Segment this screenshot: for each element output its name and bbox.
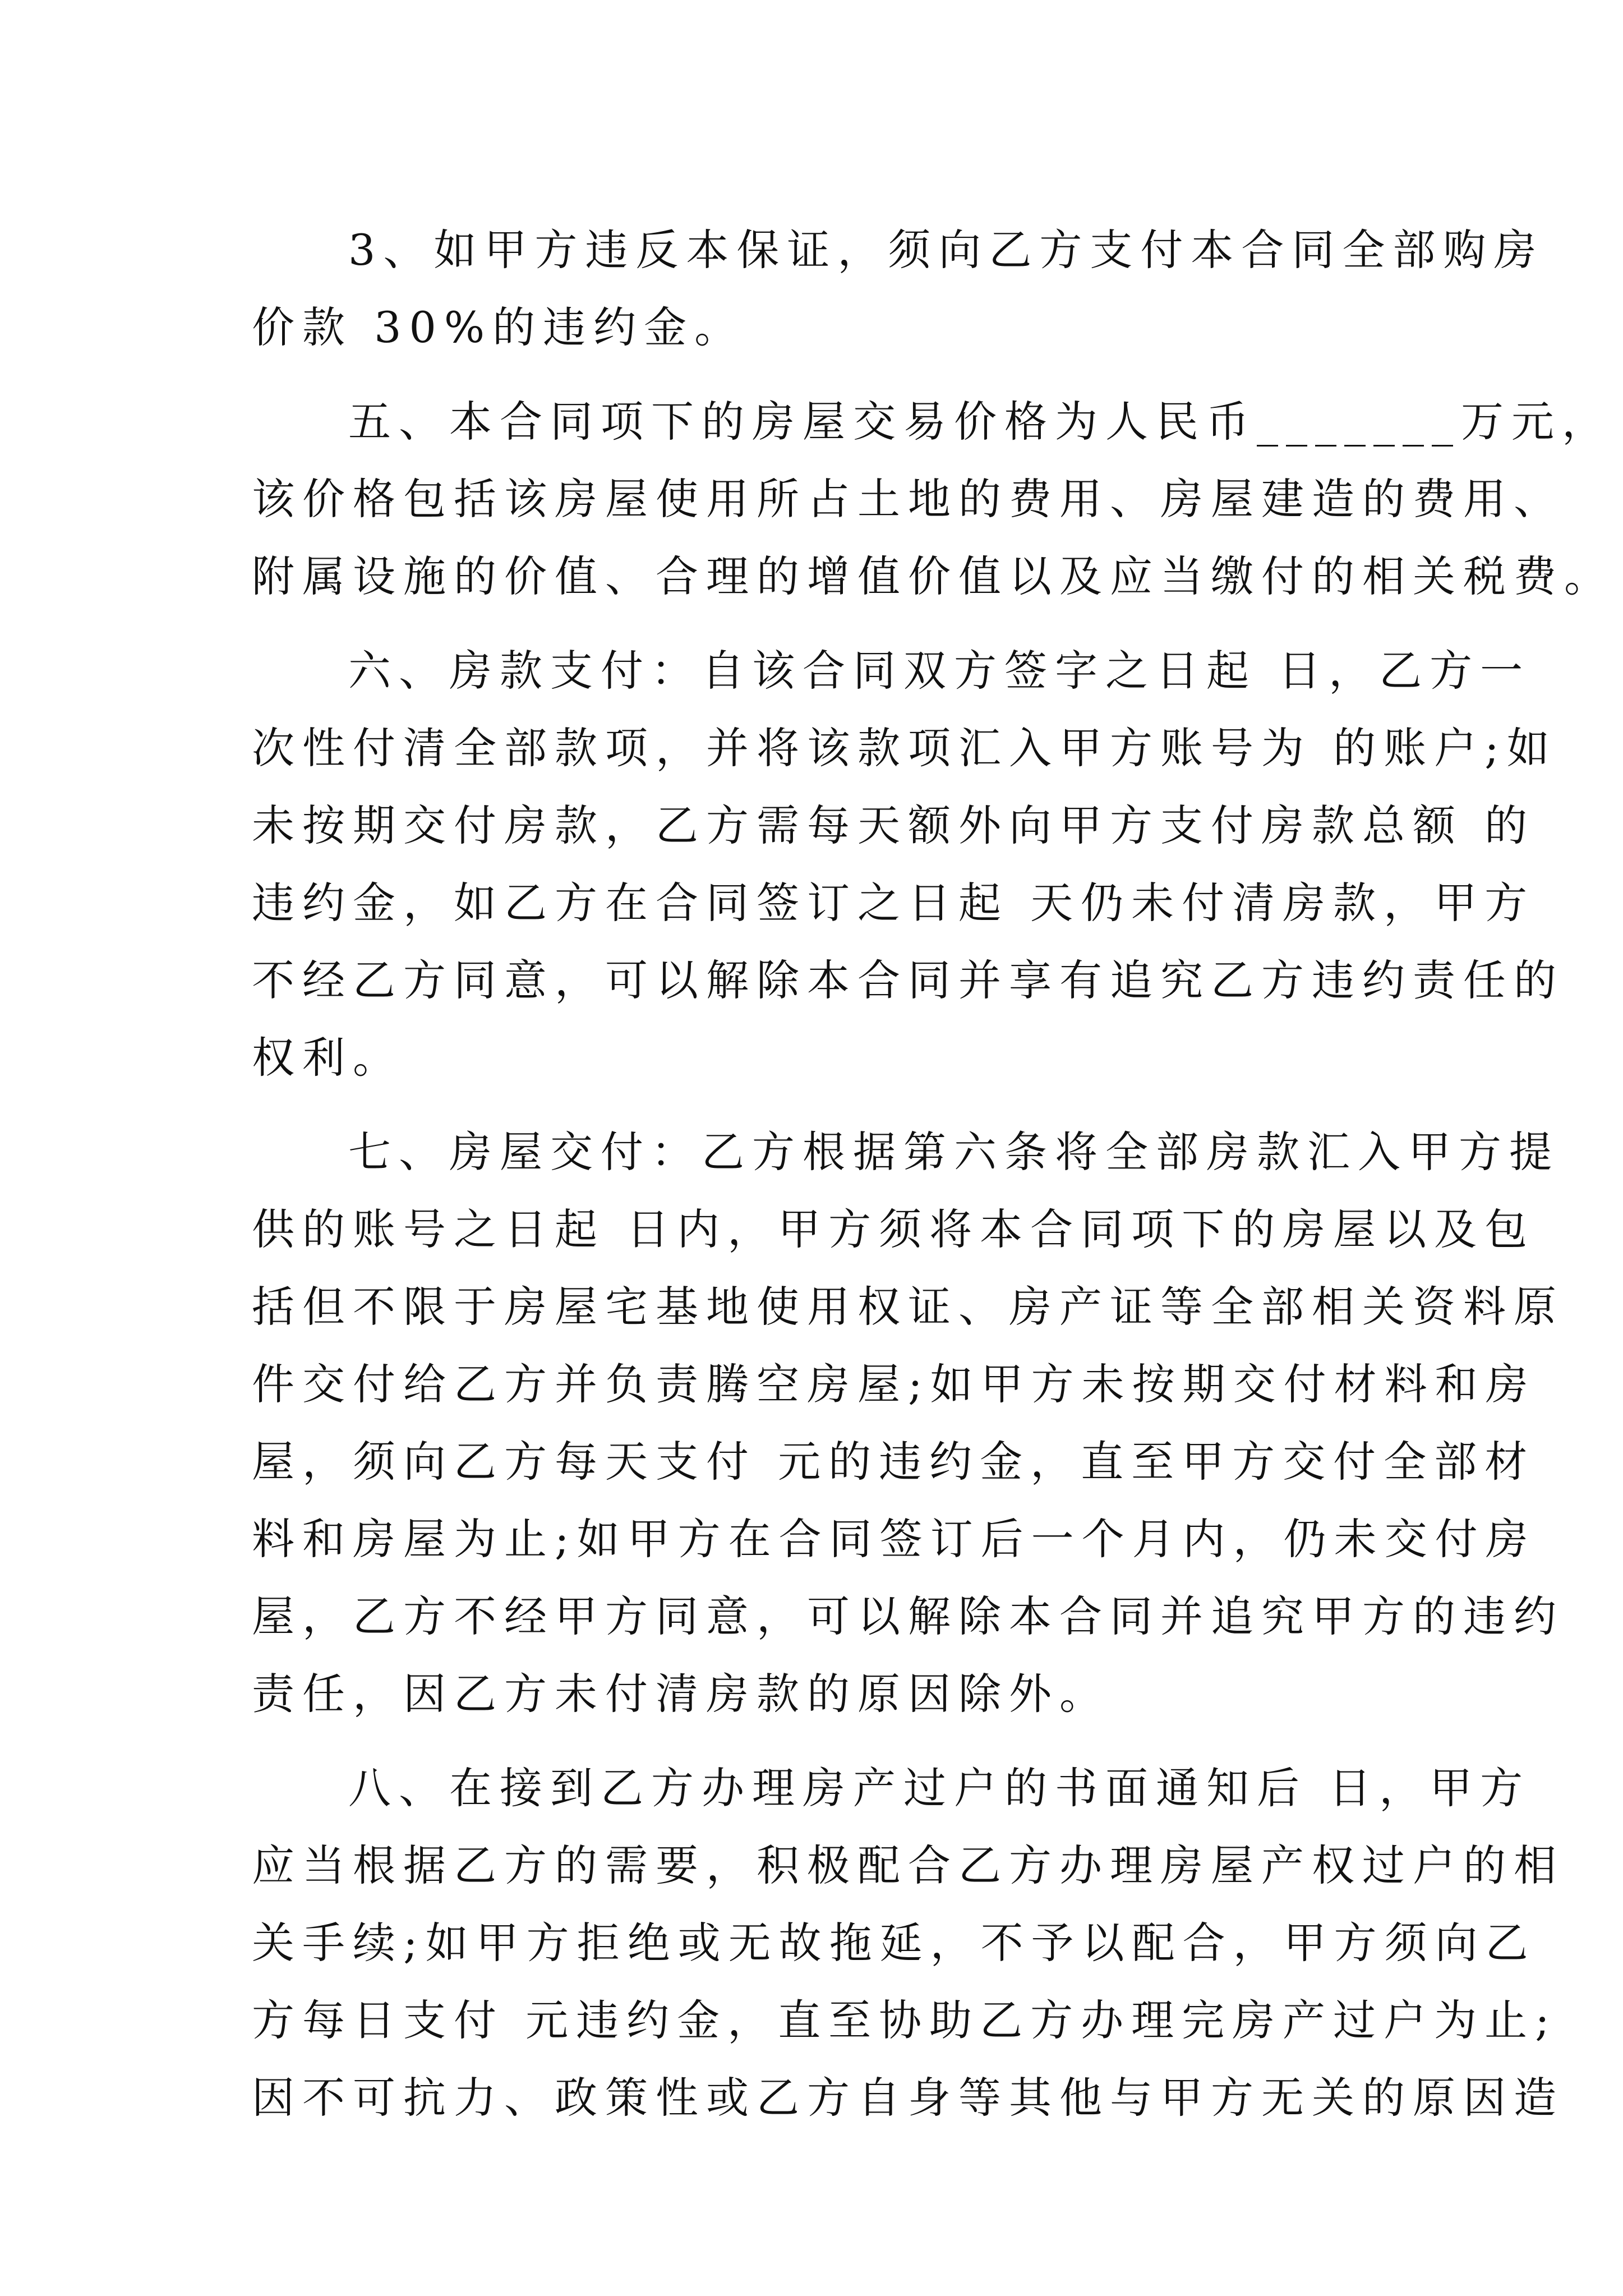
text-line: 附属设施的价值、合理的增值价值以及应当缴付的相关税费。 bbox=[252, 551, 1615, 601]
text-line: 括但不限于房屋宅基地使用权证、房产证等全部相关资料原 bbox=[252, 1282, 1564, 1332]
text-line: 违约金，如乙方在合同签订之日起 天仍未付清房款，甲方 bbox=[252, 878, 1536, 928]
text-line: 屋，乙方不经甲方同意，可以解除本合同并追究甲方的违约 bbox=[252, 1591, 1564, 1641]
text-line: 方每日支付 元违约金，直至协助乙方办理完房产过户为止; bbox=[252, 1995, 1557, 2045]
text-line: 屋，须向乙方每天支付 元的违约金，直至甲方交付全部材 bbox=[252, 1437, 1536, 1487]
text-line: 五、本合同项下的房屋交易价格为人民币_______万元， bbox=[348, 397, 1612, 447]
document-body bbox=[252, 211, 1615, 2137]
text-line: 价款 30%的违约金。 bbox=[252, 302, 745, 352]
paragraph-section-6 bbox=[252, 632, 1564, 1097]
text-line: 未按期交付房款，乙方需每天额外向甲方支付房款总额 的 bbox=[252, 800, 1536, 850]
paragraph-section-8 bbox=[252, 1750, 1564, 2137]
text-line: 六、房款支付：自该合同双方签字之日起 日，乙方一 bbox=[348, 646, 1531, 696]
text-line: 权利。 bbox=[252, 1033, 403, 1083]
text-line: 料和房屋为止;如甲方在合同签订后一个月内，仍未交付房 bbox=[252, 1514, 1536, 1564]
text-line: 关手续;如甲方拒绝或无故拖延，不予以配合，甲方须向乙 bbox=[252, 1918, 1536, 1968]
text-line: 件交付给乙方并负责腾空房屋;如甲方未按期交付材料和房 bbox=[252, 1359, 1536, 1409]
paragraph-section-7 bbox=[252, 1114, 1564, 1733]
paragraph-clause-3 bbox=[252, 211, 1544, 366]
text-line: 供的账号之日起 日内，甲方须将本合同项下的房屋以及包 bbox=[252, 1204, 1536, 1254]
text-line: 3、如甲方违反本保证，须向乙方支付本合同全部购房 bbox=[348, 225, 1544, 275]
text-line: 应当根据乙方的需要，积极配合乙方办理房屋产权过户的相 bbox=[252, 1841, 1564, 1890]
text-line: 因不可抗力、政策性或乙方自身等其他与甲方无关的原因造 bbox=[252, 2073, 1564, 2123]
text-line: 责任，因乙方未付清房款的原因除外。 bbox=[252, 1669, 1110, 1719]
text-line: 次性付清全部款项，并将该款项汇入甲方账号为 的账户;如 bbox=[252, 723, 1557, 773]
text-line: 七、房屋交付：乙方根据第六条将全部房款汇入甲方提 bbox=[348, 1127, 1560, 1177]
text-line: 八、在接到乙方办理房产过户的书面通知后 日，甲方 bbox=[348, 1763, 1531, 1813]
text-line: 该价格包括该房屋使用所占土地的费用、房屋建造的费用、 bbox=[252, 474, 1564, 524]
paragraph-section-5 bbox=[252, 383, 1615, 615]
text-line: 不经乙方同意，可以解除本合同并享有追究乙方违约责任的 bbox=[252, 955, 1564, 1005]
